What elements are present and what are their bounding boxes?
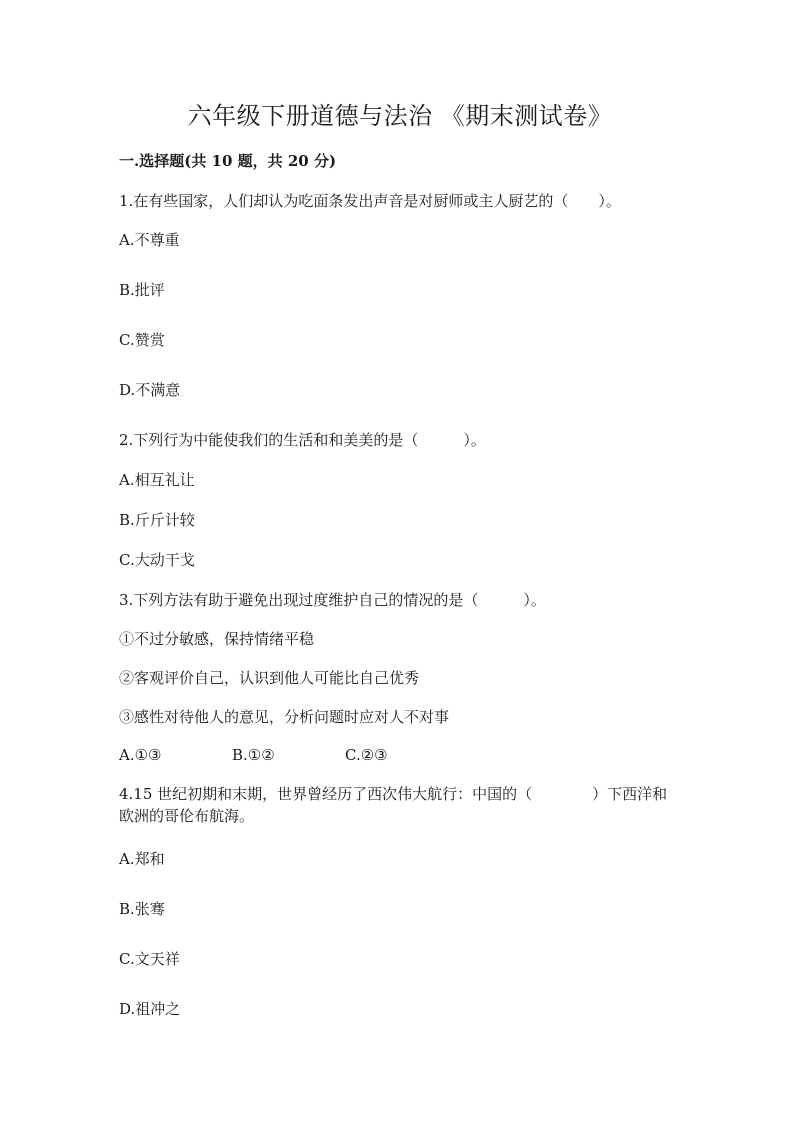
question-3-statement-1: ①不过分敏感，保持情绪平稳 xyxy=(119,630,315,648)
question-1-option-c: C.赞赏 xyxy=(119,331,165,349)
question-3-statement-2: ②客观评价自己，认识到他人可能比自己优秀 xyxy=(119,669,420,687)
question-3-statement-3: ③感性对待他人的意见，分析问题时应对人不对事 xyxy=(119,708,450,726)
question-1-option-a: A.不尊重 xyxy=(119,231,180,249)
question-1-option-d: D.不满意 xyxy=(119,381,181,399)
question-1-stem: 1.在有些国家，人们却认为吃面条发出声音是对厨师或主人厨艺的（ ）。 xyxy=(119,192,621,210)
section-heading: 一.选择题(共 10 题，共 20 分) xyxy=(119,152,337,170)
question-1-option-b: B.批评 xyxy=(119,281,165,299)
question-3-option-b: B.①② xyxy=(232,746,275,764)
question-2-option-b: B.斤斤计较 xyxy=(119,511,195,529)
page-title: 六年级下册道德与法治 《期末测试卷》 xyxy=(187,102,613,130)
question-4-option-c: C.文天祥 xyxy=(119,950,180,968)
question-2-option-a: A.相互礼让 xyxy=(119,471,195,489)
question-4-stem: 4.15 世纪初期和末期，世界曾经历了西次伟大航行：中国的（ ）下西洋和欧洲的哥伦布航海。 xyxy=(119,785,668,825)
question-2-stem: 2.下列行为中能使我们的生活和和美美的是（ ）。 xyxy=(119,431,486,449)
question-3-option-c: C.②③ xyxy=(345,746,388,764)
question-3-stem: 3.下列方法有助于避免出现过度维护自己的情况的是（ ）。 xyxy=(119,591,546,609)
question-3-option-a: A.①③ xyxy=(119,746,162,764)
question-3-options-row xyxy=(119,746,388,764)
question-2-option-c: C.大动干戈 xyxy=(119,551,195,569)
question-4-option-b: B.张骞 xyxy=(119,900,165,918)
question-4-option-d: D.祖冲之 xyxy=(119,1000,181,1018)
question-4-option-a: A.郑和 xyxy=(119,850,165,868)
